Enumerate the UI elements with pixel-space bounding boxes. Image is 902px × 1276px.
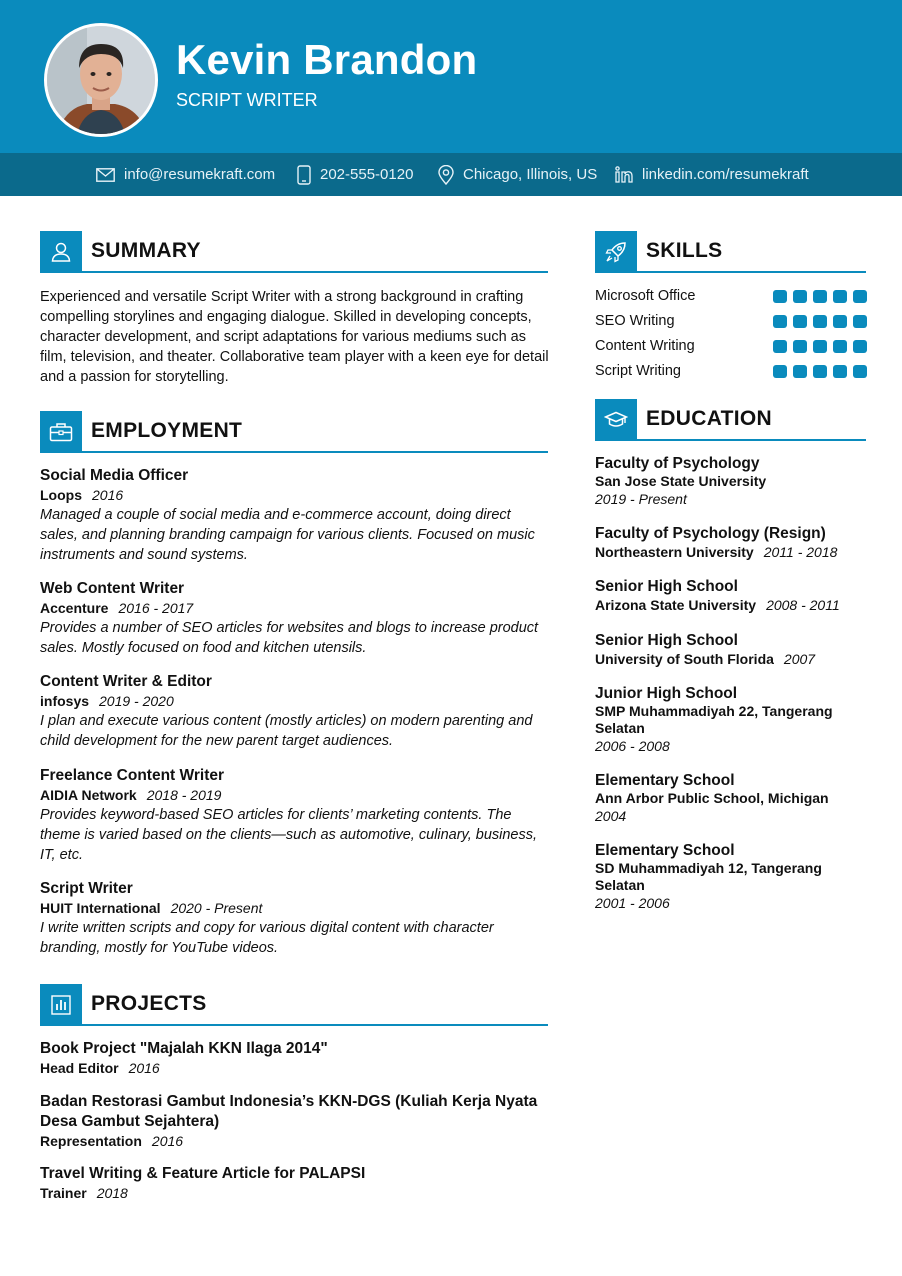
job-company: Loops — [40, 487, 82, 503]
avatar — [44, 23, 158, 137]
envelope-icon — [96, 168, 115, 182]
education-degree: Senior High School — [595, 632, 738, 649]
project-entry — [40, 1039, 552, 1078]
skill-name: Script Writing — [595, 363, 681, 379]
skill-dot — [813, 290, 827, 303]
job-title: Script Writer — [40, 880, 133, 897]
skill-dot — [813, 340, 827, 353]
job-date: 2019 - 2020 — [99, 693, 174, 709]
skill-dot — [813, 365, 827, 378]
education-date: 2004 — [595, 808, 627, 824]
skill-dot — [853, 340, 867, 353]
contact-bar — [0, 153, 902, 196]
skill-dot — [773, 340, 787, 353]
job-date: 2020 - Present — [170, 900, 263, 916]
job-entry — [40, 766, 552, 865]
skill-name: Microsoft Office — [595, 288, 696, 304]
education-school: SMP Muhammadiyah 22, Tangerang Selatan — [595, 703, 833, 736]
skill-dot — [853, 290, 867, 303]
education-entry — [595, 684, 867, 756]
contact-phone[interactable] — [297, 153, 413, 196]
briefcase-icon — [40, 411, 82, 453]
education-school: SD Muhammadiyah 12, Tangerang Selatan — [595, 860, 822, 893]
education-entry — [595, 841, 867, 913]
skill-rating — [773, 340, 867, 353]
summary-heading — [40, 231, 548, 273]
skill-dot — [833, 290, 847, 303]
employment-title: EMPLOYMENT — [91, 419, 243, 442]
project-role: Representation — [40, 1133, 142, 1149]
skill-dot — [833, 315, 847, 328]
header — [0, 0, 902, 153]
chart-icon — [40, 984, 82, 1026]
skill-row — [595, 335, 867, 357]
contact-location — [438, 153, 597, 196]
project-role: Head Editor — [40, 1060, 119, 1076]
skill-dot — [793, 290, 807, 303]
education-entry — [595, 771, 867, 826]
skill-dot — [833, 365, 847, 378]
graduation-cap-icon — [595, 399, 637, 441]
job-entry — [40, 879, 552, 958]
job-entry — [40, 672, 552, 751]
education-entry — [595, 631, 867, 669]
education-heading — [595, 399, 866, 441]
skill-dot — [833, 340, 847, 353]
project-date: 2018 — [96, 1185, 128, 1201]
project-title: Badan Restorasi Gambut Indonesia’s KKN-DGS (Kuliah Kerja Nyata Desa Gambut Sejahtera) — [40, 1093, 538, 1130]
education-degree: Elementary School — [595, 842, 735, 859]
project-entry — [40, 1092, 552, 1151]
education-date: 2019 - Present — [595, 491, 687, 507]
job-title: Content Writer & Editor — [40, 673, 212, 690]
candidate-role: SCRIPT WRITER — [176, 90, 318, 110]
summary-text: Experienced and versatile Script Writer with a strong background in crafting compelling storylines and engaging dialogue. Skilled in developing concepts, character development, and script adaptations for various mediums such as film, television, and theater. Collaborative team player with a keen eye for detail and a passion for storytelling. — [40, 289, 549, 385]
education-date: 2007 — [783, 651, 816, 667]
contact-email[interactable] — [96, 153, 275, 196]
skill-name: Content Writing — [595, 338, 695, 354]
education-degree: Senior High School — [595, 578, 738, 595]
education-school: San Jose State University — [595, 473, 767, 489]
education-entry — [595, 454, 867, 509]
education-degree: Junior High School — [595, 685, 738, 702]
education-entry — [595, 524, 867, 562]
job-title: Web Content Writer — [40, 580, 185, 597]
user-icon — [40, 231, 82, 273]
job-description: I write written scripts and copy for various digital content with character branding, mostly for YouTube videos. — [40, 920, 494, 956]
skill-dot — [793, 365, 807, 378]
job-company: infosys — [40, 693, 90, 709]
job-company: HUIT International — [40, 900, 161, 916]
job-company: AIDIA Network — [40, 787, 137, 803]
job-description: I plan and execute various content (mostly articles) on modern parenting and child development for the new parent target audiences. — [40, 713, 533, 749]
job-description: Provides a number of SEO articles for websites and blogs to increase product sales. Mostly focused on food and kitchen utensils. — [40, 620, 539, 656]
projects-heading — [40, 984, 548, 1026]
education-date: 2001 - 2006 — [595, 895, 670, 911]
skills-heading — [595, 231, 866, 273]
skill-dot — [773, 365, 787, 378]
rocket-icon — [595, 231, 637, 273]
education-degree: Elementary School — [595, 772, 735, 789]
employment-heading — [40, 411, 548, 453]
education-degree: Faculty of Psychology (Resign) — [595, 525, 826, 542]
skill-dot — [813, 315, 827, 328]
education-school: Northeastern University — [595, 544, 754, 560]
project-role: Trainer — [40, 1185, 87, 1201]
job-date: 2016 — [92, 487, 124, 503]
education-school: University of South Florida — [595, 651, 774, 667]
education-date: 2008 - 2011 — [766, 597, 840, 613]
location-text: Chicago, Illinois, US — [463, 166, 598, 183]
project-title: Travel Writing & Feature Article for PALAPSI — [40, 1165, 366, 1182]
map-pin-icon — [438, 165, 454, 185]
job-date: 2018 - 2019 — [146, 787, 222, 803]
job-description: Provides keyword-based SEO articles for clients’ marketing contents. The theme is varied based on the clients—such as automotive, culinary, business, IT, etc. — [40, 807, 538, 863]
job-title: Social Media Officer — [40, 467, 189, 484]
summary-title: SUMMARY — [91, 239, 201, 262]
education-entry — [595, 577, 867, 615]
education-degree: Faculty of Psychology — [595, 455, 760, 472]
skill-dot — [773, 290, 787, 303]
phone-icon — [297, 165, 311, 185]
skills-title: SKILLS — [646, 239, 723, 262]
education-date: 2006 - 2008 — [595, 738, 670, 754]
job-entry — [40, 466, 552, 565]
education-title: EDUCATION — [646, 407, 772, 430]
linkedin-text: linkedin.com/resumekraft — [642, 166, 809, 183]
job-date: 2016 - 2017 — [118, 600, 194, 616]
skill-dot — [793, 315, 807, 328]
project-title: Book Project "Majalah KKN Ilaga 2014" — [40, 1040, 328, 1057]
skill-rating — [773, 290, 867, 303]
education-date: 2011 - 2018 — [763, 544, 838, 560]
skill-rating — [773, 365, 867, 378]
education-school: Arizona State University — [595, 597, 757, 613]
job-title: Freelance Content Writer — [40, 767, 225, 784]
project-date: 2016 — [151, 1133, 184, 1149]
job-entry — [40, 579, 552, 658]
skill-rating — [773, 315, 867, 328]
linkedin-icon — [615, 166, 633, 183]
skill-row — [595, 285, 867, 307]
skill-dot — [853, 315, 867, 328]
skill-dot — [853, 365, 867, 378]
skill-row — [595, 310, 867, 332]
project-entry — [40, 1164, 552, 1203]
contact-linkedin[interactable] — [615, 153, 809, 196]
projects-title: PROJECTS — [91, 992, 207, 1015]
skill-dot — [793, 340, 807, 353]
project-date: 2016 — [128, 1060, 160, 1076]
skill-name: SEO Writing — [595, 313, 675, 329]
skill-dot — [773, 315, 787, 328]
candidate-name: Kevin Brandon — [176, 36, 478, 83]
skill-row — [595, 360, 867, 382]
education-school: Ann Arbor Public School, Michigan — [595, 790, 829, 806]
job-description: Managed a couple of social media and e-commerce account, doing direct sales, and planning branding campaign for various clients. Focused on music instruments and sound systems. — [40, 507, 535, 563]
job-company: Accenture — [40, 600, 109, 616]
phone-text: 202-555-0120 — [320, 166, 414, 183]
email-text: info@resumekraft.com — [124, 166, 276, 183]
